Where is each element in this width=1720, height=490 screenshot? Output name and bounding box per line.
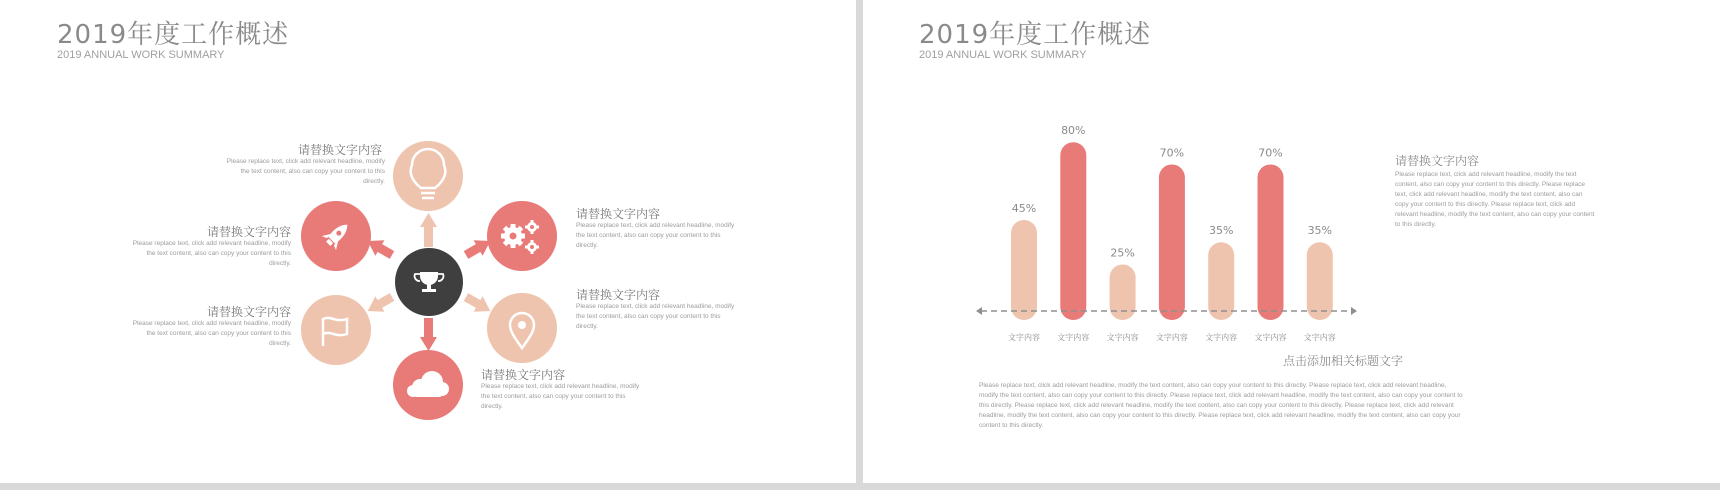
item-upper-left-desc: Please replace text, click add relevant headline, modify the text content, also can copy your content to this directly. — [132, 240, 291, 267]
arrow-bottom — [420, 318, 437, 351]
bar-2 — [1060, 142, 1086, 320]
bar-value-label: 70% — [1258, 146, 1283, 160]
body-paragraph: Please replace text, click add relevant headline, modify the text content, also can copy your content to this directly. Please replace text, click add relevant headline, modify the text content, also can copy your content to this directly. Please replace text, click add relevant headline, modify the text content, also can copy your content to this directly. Please replace text, click add relevant headline, modify the text content, also can copy your content to this directly. Please replace text, click add relevant headline, modify the text content, also can copy your content to this directly. Please replace text, click add relevant headline, modify the text content, also can copy your content to this directly. — [979, 382, 1463, 429]
item-lower-right-desc: Please replace text, click add relevant headline, modify the text content, also can copy your content to this directly. — [576, 303, 735, 330]
bar-value-label: 45% — [1011, 202, 1037, 215]
item-lower-left-title: 请替换文字内容 — [207, 305, 292, 319]
arrow-lower-left — [363, 289, 396, 319]
bar-1 — [1011, 220, 1037, 320]
item-upper-left-title: 请替换文字内容 — [207, 225, 292, 239]
item-top-desc: Please replace text, click add relevant headline, modify the text content, also can copy your content to this directly. — [226, 158, 385, 185]
node-top-circle — [393, 141, 463, 211]
bar-value-label: 35% — [1307, 224, 1333, 238]
item-lower-left-desc: Please replace text, click add relevant headline, modify the text content, also can copy your content to this directly. — [132, 320, 291, 347]
item-upper-right-title: 请替换文字内容 — [576, 207, 661, 221]
item-bottom-desc: Please replace text, click add relevant headline, modify the text content, also can copy your content to this directly. — [481, 383, 640, 410]
right-slide — [863, 0, 1720, 483]
bar-value-label: 35% — [1208, 224, 1234, 238]
bar-5 — [1208, 242, 1234, 320]
category-label: 文字内容 — [1254, 333, 1287, 342]
category-label: 文字内容 — [1106, 333, 1139, 342]
bar-value-label: 70% — [1159, 146, 1185, 160]
arrow-top — [420, 213, 437, 247]
side-desc: Please replace text, click add relevant headline, modify the text content, also can copy your content to this directly. Please replace text, click add relevant headline, modify the text content, also can copy your content to this directly. Please replace text, click add relevant headline, modify the text content, also can copy your content to this directly. — [1395, 171, 1595, 228]
category-label: 文字内容 — [1303, 333, 1336, 342]
category-label: 文字内容 — [1155, 333, 1188, 342]
category-label: 文字内容 — [1008, 333, 1040, 342]
item-bottom-title: 请替换文字内容 — [481, 368, 566, 382]
item-top-title: 请替换文字内容 — [298, 143, 383, 157]
bar-value-label: 80% — [1061, 124, 1086, 138]
slide-subtitle: 2019 ANNUAL WORK SUMMARY — [57, 49, 225, 61]
item-lower-right-title: 请替换文字内容 — [576, 288, 661, 302]
category-label: 文字内容 — [1205, 333, 1238, 342]
left-slide — [0, 0, 856, 483]
arrow-lower-right — [462, 289, 495, 319]
bar-7 — [1307, 242, 1333, 320]
item-upper-right-desc: Please replace text, click add relevant headline, modify the text content, also can copy your content to this directly. — [576, 222, 735, 249]
slide-title: 2019年度工作概述 — [919, 20, 1152, 50]
category-label: 文字内容 — [1057, 333, 1090, 342]
bar-value-label: 25% — [1110, 246, 1135, 260]
bar-6 — [1258, 164, 1284, 320]
bar-4 — [1159, 164, 1185, 320]
node-lower-left-circle — [301, 295, 371, 365]
chart-caption: 点击添加相关标题文字 — [1282, 354, 1403, 368]
side-title: 请替换文字内容 — [1395, 154, 1480, 168]
slide-title: 2019年度工作概述 — [57, 20, 290, 50]
slide-subtitle: 2019 ANNUAL WORK SUMMARY — [919, 49, 1087, 61]
